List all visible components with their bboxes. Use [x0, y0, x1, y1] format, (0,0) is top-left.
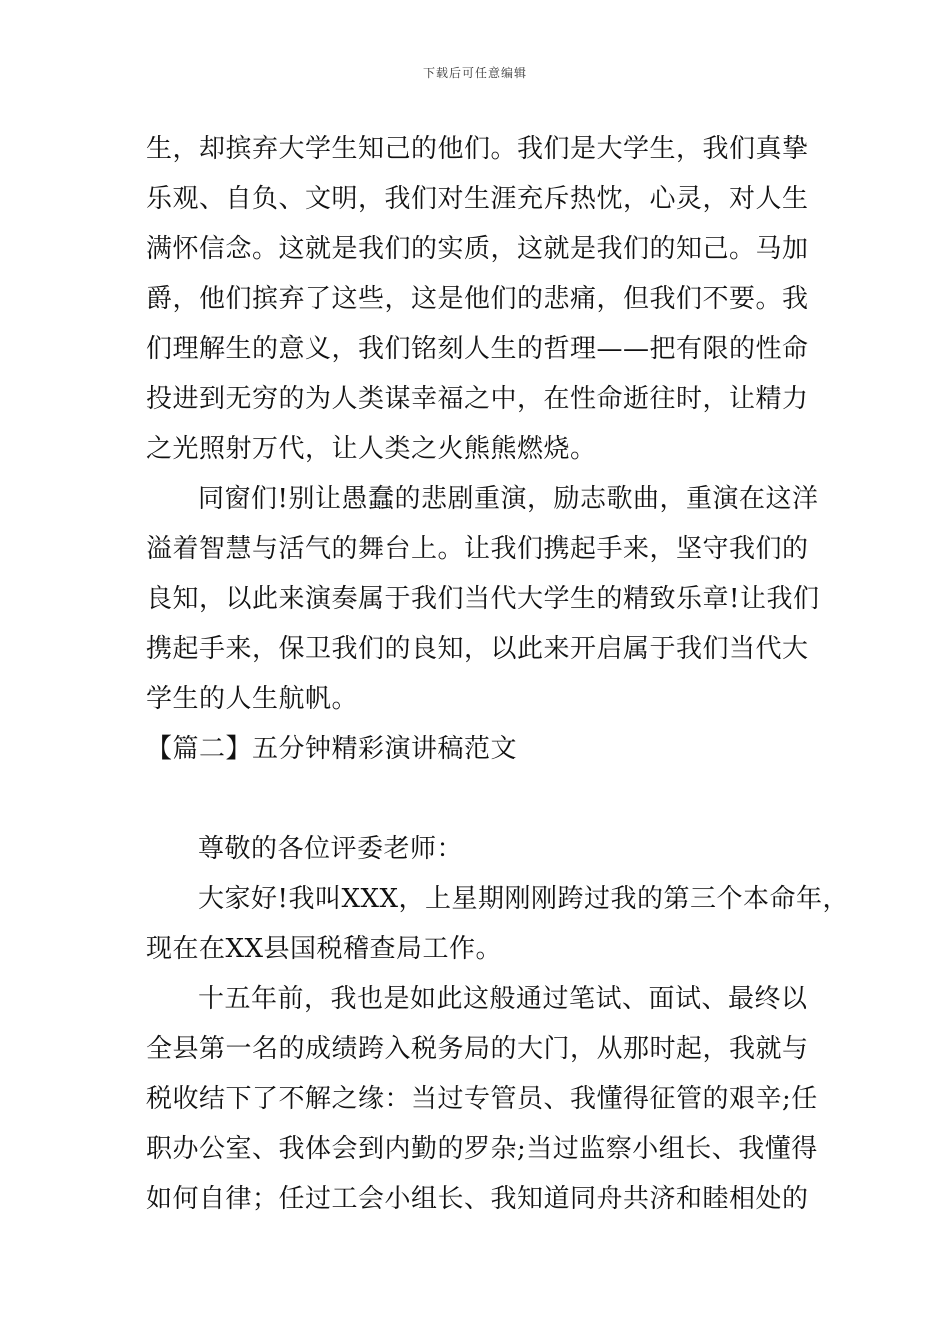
text-line: 投进到无穷的为人类谋幸福之中，在性命逝往时，让精力	[146, 384, 809, 414]
text-line: 十五年前，我也是如此这般通过笔试、面试、最终以	[198, 984, 808, 1014]
text-line: 生，却摈弃大学生知己的他们。我们是大学生，我们真挚	[146, 134, 809, 164]
page-header: 下载后可任意编辑	[422, 66, 527, 80]
text-line: 职办公室、我体会到内勤的罗杂;当过监察小组长、我懂得	[146, 1134, 818, 1164]
section-heading: 【篇二】五分钟精彩演讲稿范文	[146, 734, 518, 764]
text-line: 乐观、自负、文明，我们对生涯充斥热忱，心灵，对人生	[146, 184, 809, 214]
text-line: 现在在XX县国税稽查局工作。	[146, 934, 503, 964]
text-line: 全县第一名的成绩跨入税务局的大门，从那时起，我就与	[146, 1034, 809, 1064]
text-line: 如何自律；任过工会小组长、我知道同舟共济和睦相处的	[146, 1184, 809, 1214]
paragraph-4	[146, 974, 826, 1224]
paragraph-1	[146, 124, 826, 474]
text-line: 满怀信念。这就是我们的实质，这就是我们的知己。马加	[146, 234, 809, 264]
blank-line	[146, 774, 826, 824]
text-line: 良知，以此来演奏属于我们当代大学生的精致乐章!让我们	[146, 584, 820, 614]
text-line: 学生的人生航帆。	[146, 684, 359, 714]
text-line: 税收结下了不解之缘：当过专管员、我懂得征管的艰辛;任	[146, 1084, 818, 1114]
text-line: 同窗们!别让愚蠢的悲剧重演，励志歌曲，重演在这洋	[198, 484, 819, 514]
paragraph-3	[146, 874, 849, 974]
text-line: 大家好!我叫XXX，上星期刚刚跨过我的第三个本命年，	[198, 884, 849, 914]
text-line: 溢着智慧与活气的舞台上。让我们携起手来，坚守我们的	[146, 534, 809, 564]
paragraph-2	[146, 474, 826, 724]
text-line: 们理解生的意义，我们铭刻人生的哲理——把有限的性命	[146, 334, 809, 364]
salutation: 尊敬的各位评委老师：	[198, 834, 464, 864]
text-line: 爵，他们摈弃了这些，这是他们的悲痛，但我们不要。我	[146, 284, 809, 314]
document-body	[146, 124, 849, 1224]
text-line: 携起手来，保卫我们的良知，以此来开启属于我们当代大	[146, 634, 809, 664]
text-line: 之光照射万代，让人类之火熊熊燃烧。	[146, 434, 597, 464]
